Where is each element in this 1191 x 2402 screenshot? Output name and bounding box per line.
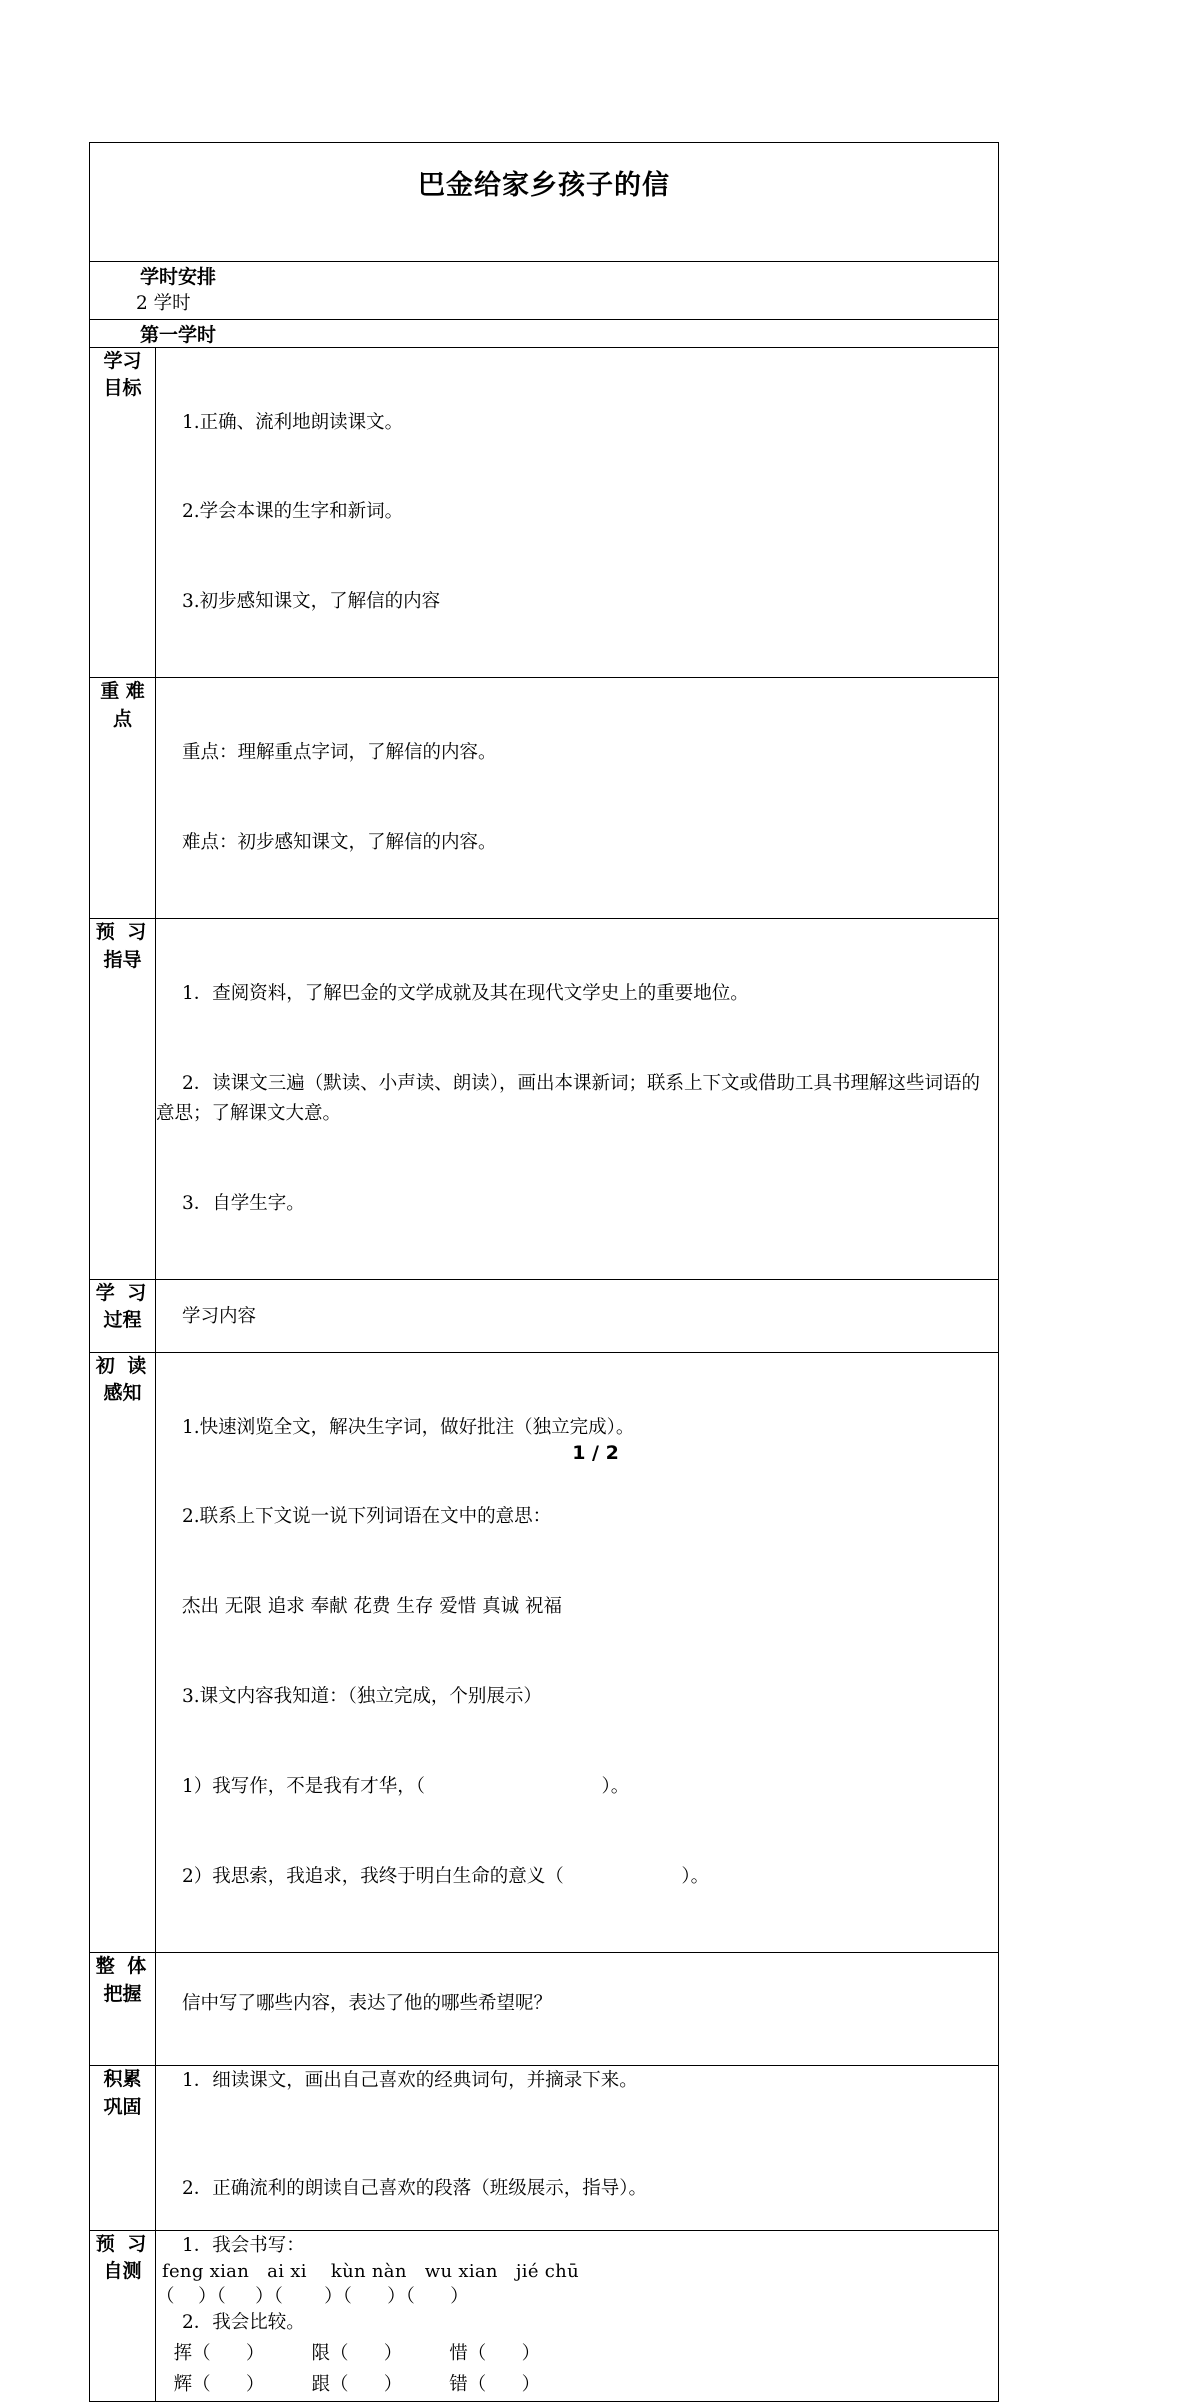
row-label-line-2: 目标: [103, 377, 142, 400]
row-label-line-2: 感知: [103, 1382, 142, 1405]
table-row-self-test: [90, 2230, 999, 2401]
table-row-objectives: [90, 347, 999, 678]
table-row-title: [90, 143, 999, 262]
row-content-accumulate: [156, 2066, 999, 2231]
row-label-line-2: 指导: [103, 948, 142, 971]
row-label-line-2: 自测: [103, 2260, 142, 2283]
row-label-line-1: 学习: [103, 349, 142, 372]
title-cell: [90, 143, 999, 262]
accumulate-item-1: 1．细读课文，画出自己喜欢的经典词句，并摘录下来。: [182, 2070, 638, 2091]
preview-guide-item: 2．读课文三遍（默读、小声读、朗读），画出本课新词；联系上下文或借助工具书理解这些词语的意思；了解课文大意。: [156, 1072, 981, 1124]
fill-blank-item: 1）我写作，不是我有才华，（ ）。: [182, 1776, 630, 1798]
table-row-process: [90, 1279, 999, 1352]
row-label-line-2: 巩固: [103, 2095, 142, 2118]
row-content-process: [156, 1279, 999, 1352]
table-row-overall: [90, 1953, 999, 2066]
row-label-line-1: 预 习: [95, 2232, 150, 2255]
lesson-plan-table: [89, 142, 999, 2402]
table-row-schedule: [90, 262, 999, 320]
row-label-line-2: 把握: [103, 1982, 142, 2005]
row-content-preview-guide: [156, 919, 999, 1280]
answer-space: [156, 2204, 998, 2230]
row-content-objectives: [156, 347, 999, 678]
table-row-key-difficult: [90, 678, 999, 919]
table-row-preview-guide: [90, 919, 999, 1280]
preview-guide-list: [156, 919, 998, 1279]
row-label-line-1: 重 难: [100, 680, 145, 703]
preview-guide-item: 3．自学生字。: [182, 1192, 305, 1214]
table-row-accumulate: [90, 2066, 999, 2231]
row-label-self-test: [90, 2230, 156, 2401]
fill-blank-item: 2）我思索，我追求，我终于明白生命的意义（ ）。: [182, 1866, 710, 1888]
row-content-overall: [156, 1953, 999, 2066]
row-label-line-2: 过程: [103, 1309, 142, 1332]
row-content-key-difficult: [156, 678, 999, 919]
self-test-item-2: 2．我会比较。: [182, 2311, 305, 2333]
table-row-period: [90, 319, 999, 347]
first-read-wordlist: 杰出 无限 追求 奉献 花费 生存 爱惜 真诚 祝福: [182, 1596, 563, 1618]
schedule-value: 2 学时: [136, 293, 191, 314]
first-read-item: 1.快速浏览全文，解决生字词，做好批注（独立完成）。: [182, 1416, 635, 1438]
difficult-point-item: 难点：初步感知课文，了解信的内容。: [182, 832, 497, 854]
row-label-line-1: 整 体: [95, 1955, 150, 1977]
preview-guide-item: 1．查阅资料，了解巴金的文学成就及其在现代文学史上的重要地位。: [182, 982, 749, 1004]
row-label-line-2: 点: [112, 707, 132, 730]
answer-brackets-line: （ ）（ ）（ ）（ ）（ ）: [156, 2285, 469, 2307]
schedule-cell: [90, 262, 999, 320]
period-cell: [90, 319, 999, 347]
objective-item: 2.学会本课的生字和新词。: [182, 501, 404, 523]
compare-row-1: 挥（ ） 限（ ） 惜（ ）: [156, 2342, 541, 2364]
objectives-list: [156, 348, 998, 678]
answer-space: [156, 2096, 998, 2174]
first-read-item: 3.课文内容我知道：（独立完成，个别展示）: [182, 1686, 542, 1708]
row-label-line-1: 学 习: [95, 1281, 150, 1304]
row-label-overall: [90, 1953, 156, 2066]
row-label-preview-guide: [90, 919, 156, 1280]
self-test-item-1: 1．我会书写：: [182, 2234, 305, 2256]
period-heading: 第一学时: [140, 323, 217, 346]
compare-row-2: 辉（ ） 跟（ ） 错（ ）: [156, 2374, 541, 2396]
row-label-key-difficult: [90, 678, 156, 919]
objective-item: 1.正确、流利地朗读课文。: [182, 411, 404, 433]
first-read-item: 2.联系上下文说一说下列词语在文中的意思：: [182, 1506, 552, 1528]
row-content-self-test: [156, 2230, 999, 2401]
process-content: 学习内容: [182, 1305, 257, 1327]
page-footer: 1 / 2: [572, 1442, 619, 1464]
pinyin-line: feng xian ai xi kùn nàn wu xian jié chū: [156, 2260, 579, 2282]
row-label-process: [90, 1279, 156, 1352]
row-label-line-1: 积累: [103, 2068, 142, 2090]
schedule-heading: 学时安排: [140, 266, 217, 288]
overall-question: 信中写了哪些内容，表达了他的哪些希望呢？: [182, 1993, 553, 2014]
row-label-line-1: 初 读: [95, 1354, 150, 1377]
accumulate-item-2: 2．正确流利的朗读自己喜欢的段落（班级展示，指导）。: [182, 2177, 648, 2199]
objective-item: 3.初步感知课文，了解信的内容: [182, 591, 441, 613]
row-label-objectives: [90, 347, 156, 678]
row-label-line-1: 预 习: [95, 921, 150, 943]
row-label-accumulate: [90, 2066, 156, 2231]
page-title: 巴金给家乡孩子的信: [418, 170, 670, 201]
key-difficult-list: [156, 678, 998, 918]
key-point-item: 重点：理解重点字词，了解信的内容。: [182, 742, 497, 764]
